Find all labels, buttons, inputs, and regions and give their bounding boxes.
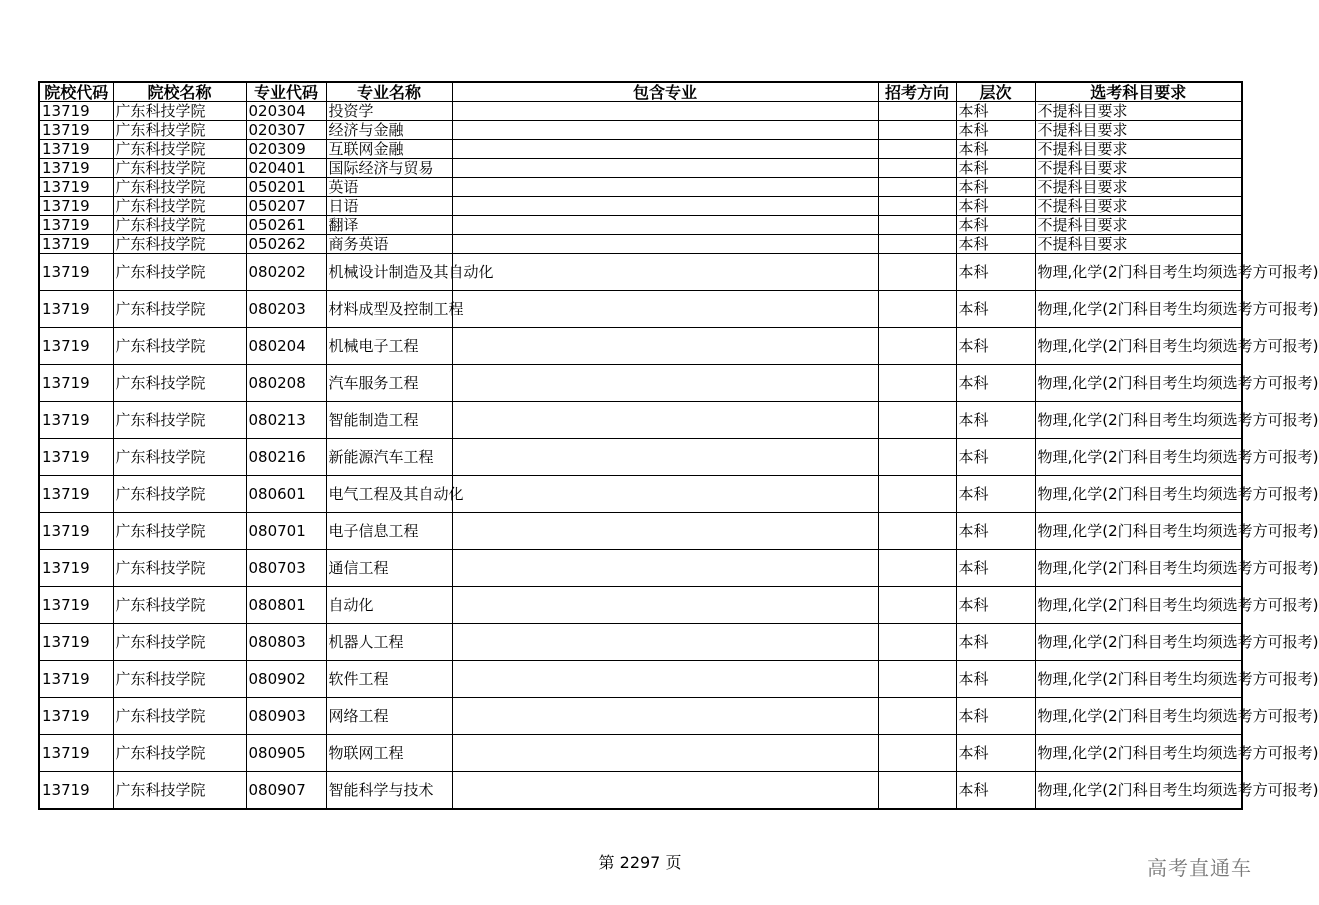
cell-major-name: 投资学 (326, 102, 452, 121)
cell-major-name: 电子信息工程 (326, 513, 452, 550)
cell-included-majors (452, 476, 878, 513)
cell-major-code: 080213 (246, 402, 326, 439)
cell-direction (878, 661, 956, 698)
cell-major-code: 020401 (246, 159, 326, 178)
cell-included-majors (452, 402, 878, 439)
header-subject-requirement: 选考科目要求 (1035, 82, 1242, 102)
cell-level: 本科 (956, 476, 1035, 513)
cell-level: 本科 (956, 102, 1035, 121)
cell-major-code: 080208 (246, 365, 326, 402)
cell-major-code: 080216 (246, 439, 326, 476)
cell-school-name: 广东科技学院 (113, 772, 246, 810)
cell-level: 本科 (956, 513, 1035, 550)
table-row (39, 476, 1242, 513)
cell-major-name: 经济与金融 (326, 121, 452, 140)
cell-direction (878, 513, 956, 550)
header-direction: 招考方向 (878, 82, 956, 102)
cell-level: 本科 (956, 178, 1035, 197)
cell-direction (878, 121, 956, 140)
cell-included-majors (452, 439, 878, 476)
table-row (39, 550, 1242, 587)
cell-school-code: 13719 (39, 235, 113, 254)
cell-level: 本科 (956, 698, 1035, 735)
cell-level: 本科 (956, 216, 1035, 235)
cell-level: 本科 (956, 121, 1035, 140)
cell-school-code: 13719 (39, 254, 113, 291)
cell-subject-requirement: 物理,化学(2门科目考生均须选考方可报考) (1035, 624, 1242, 661)
cell-included-majors (452, 102, 878, 121)
cell-school-name: 广东科技学院 (113, 140, 246, 159)
table-row (39, 197, 1242, 216)
cell-school-name: 广东科技学院 (113, 216, 246, 235)
page-number: 第 2297 页 (598, 853, 682, 872)
cell-major-name: 材料成型及控制工程 (326, 291, 452, 328)
cell-included-majors (452, 365, 878, 402)
cell-major-name: 新能源汽车工程 (326, 439, 452, 476)
header-included-majors: 包含专业 (452, 82, 878, 102)
cell-major-code: 080202 (246, 254, 326, 291)
cell-school-name: 广东科技学院 (113, 698, 246, 735)
cell-included-majors (452, 159, 878, 178)
cell-school-name: 广东科技学院 (113, 550, 246, 587)
cell-major-name: 互联网金融 (326, 140, 452, 159)
cell-included-majors (452, 121, 878, 140)
cell-major-code: 080701 (246, 513, 326, 550)
cell-direction (878, 291, 956, 328)
cell-major-code: 050262 (246, 235, 326, 254)
cell-level: 本科 (956, 624, 1035, 661)
cell-major-name: 网络工程 (326, 698, 452, 735)
cell-included-majors (452, 328, 878, 365)
cell-school-name: 广东科技学院 (113, 735, 246, 772)
cell-major-code: 050261 (246, 216, 326, 235)
cell-school-code: 13719 (39, 178, 113, 197)
cell-direction (878, 328, 956, 365)
table-header-row (39, 82, 1242, 102)
cell-school-code: 13719 (39, 550, 113, 587)
table-row (39, 328, 1242, 365)
table-row (39, 513, 1242, 550)
table-row (39, 291, 1242, 328)
cell-direction (878, 216, 956, 235)
cell-school-name: 广东科技学院 (113, 121, 246, 140)
cell-subject-requirement: 物理,化学(2门科目考生均须选考方可报考) (1035, 291, 1242, 328)
cell-included-majors (452, 254, 878, 291)
cell-direction (878, 140, 956, 159)
cell-included-majors (452, 772, 878, 810)
cell-level: 本科 (956, 328, 1035, 365)
cell-major-code: 080204 (246, 328, 326, 365)
cell-school-code: 13719 (39, 661, 113, 698)
cell-subject-requirement: 物理,化学(2门科目考生均须选考方可报考) (1035, 476, 1242, 513)
cell-included-majors (452, 178, 878, 197)
cell-subject-requirement: 物理,化学(2门科目考生均须选考方可报考) (1035, 513, 1242, 550)
watermark: 高考直通车 (1147, 856, 1252, 880)
cell-major-name: 自动化 (326, 587, 452, 624)
cell-level: 本科 (956, 159, 1035, 178)
table-row (39, 102, 1242, 121)
cell-included-majors (452, 661, 878, 698)
cell-subject-requirement: 不提科目要求 (1035, 159, 1242, 178)
cell-school-name: 广东科技学院 (113, 476, 246, 513)
table-row (39, 402, 1242, 439)
cell-direction (878, 254, 956, 291)
cell-major-code: 080703 (246, 550, 326, 587)
cell-subject-requirement: 物理,化学(2门科目考生均须选考方可报考) (1035, 254, 1242, 291)
cell-school-code: 13719 (39, 140, 113, 159)
cell-level: 本科 (956, 735, 1035, 772)
cell-subject-requirement: 物理,化学(2门科目考生均须选考方可报考) (1035, 328, 1242, 365)
cell-major-code: 050207 (246, 197, 326, 216)
cell-major-name: 电气工程及其自动化 (326, 476, 452, 513)
cell-school-name: 广东科技学院 (113, 328, 246, 365)
cell-school-code: 13719 (39, 365, 113, 402)
cell-level: 本科 (956, 291, 1035, 328)
cell-subject-requirement: 不提科目要求 (1035, 102, 1242, 121)
cell-major-name: 物联网工程 (326, 735, 452, 772)
table-row (39, 235, 1242, 254)
cell-major-name: 通信工程 (326, 550, 452, 587)
cell-subject-requirement: 不提科目要求 (1035, 121, 1242, 140)
cell-major-name: 软件工程 (326, 661, 452, 698)
cell-included-majors (452, 235, 878, 254)
table-row (39, 661, 1242, 698)
cell-direction (878, 439, 956, 476)
table-row (39, 439, 1242, 476)
cell-subject-requirement: 物理,化学(2门科目考生均须选考方可报考) (1035, 402, 1242, 439)
cell-subject-requirement: 物理,化学(2门科目考生均须选考方可报考) (1035, 587, 1242, 624)
cell-major-name: 商务英语 (326, 235, 452, 254)
table-row (39, 254, 1242, 291)
cell-level: 本科 (956, 254, 1035, 291)
cell-major-code: 080902 (246, 661, 326, 698)
table-row (39, 121, 1242, 140)
cell-major-code: 020307 (246, 121, 326, 140)
cell-school-code: 13719 (39, 216, 113, 235)
cell-included-majors (452, 140, 878, 159)
cell-major-name: 机械设计制造及其自动化 (326, 254, 452, 291)
cell-subject-requirement: 物理,化学(2门科目考生均须选考方可报考) (1035, 365, 1242, 402)
table-body (39, 101, 1319, 810)
cell-direction (878, 698, 956, 735)
cell-level: 本科 (956, 197, 1035, 216)
cell-included-majors (452, 197, 878, 216)
cell-level: 本科 (956, 587, 1035, 624)
cell-major-name: 国际经济与贸易 (326, 159, 452, 178)
cell-subject-requirement: 物理,化学(2门科目考生均须选考方可报考) (1035, 698, 1242, 735)
cell-school-code: 13719 (39, 121, 113, 140)
cell-school-name: 广东科技学院 (113, 513, 246, 550)
cell-school-name: 广东科技学院 (113, 178, 246, 197)
table-row (39, 216, 1242, 235)
cell-direction (878, 476, 956, 513)
cell-major-name: 机械电子工程 (326, 328, 452, 365)
cell-major-code: 050201 (246, 178, 326, 197)
cell-school-name: 广东科技学院 (113, 365, 246, 402)
cell-major-code: 080903 (246, 698, 326, 735)
cell-subject-requirement: 不提科目要求 (1035, 140, 1242, 159)
cell-direction (878, 235, 956, 254)
cell-school-code: 13719 (39, 328, 113, 365)
cell-subject-requirement: 不提科目要求 (1035, 178, 1242, 197)
cell-level: 本科 (956, 235, 1035, 254)
cell-subject-requirement: 物理,化学(2门科目考生均须选考方可报考) (1035, 661, 1242, 698)
header-school-code: 院校代码 (39, 82, 113, 102)
cell-school-code: 13719 (39, 291, 113, 328)
table-row (39, 159, 1242, 178)
cell-school-code: 13719 (39, 698, 113, 735)
cell-included-majors (452, 291, 878, 328)
cell-school-name: 广东科技学院 (113, 235, 246, 254)
cell-direction (878, 159, 956, 178)
cell-major-code: 020309 (246, 140, 326, 159)
cell-direction (878, 735, 956, 772)
cell-included-majors (452, 513, 878, 550)
cell-level: 本科 (956, 402, 1035, 439)
cell-direction (878, 402, 956, 439)
table-row (39, 772, 1242, 810)
table-row (39, 698, 1242, 735)
cell-major-name: 汽车服务工程 (326, 365, 452, 402)
cell-level: 本科 (956, 550, 1035, 587)
cell-direction (878, 624, 956, 661)
cell-school-code: 13719 (39, 476, 113, 513)
cell-included-majors (452, 216, 878, 235)
cell-school-name: 广东科技学院 (113, 402, 246, 439)
cell-included-majors (452, 624, 878, 661)
cell-major-name: 机器人工程 (326, 624, 452, 661)
cell-school-name: 广东科技学院 (113, 159, 246, 178)
cell-level: 本科 (956, 439, 1035, 476)
cell-subject-requirement: 不提科目要求 (1035, 216, 1242, 235)
cell-included-majors (452, 587, 878, 624)
cell-subject-requirement: 物理,化学(2门科目考生均须选考方可报考) (1035, 439, 1242, 476)
cell-major-name: 日语 (326, 197, 452, 216)
cell-included-majors (452, 735, 878, 772)
header-major-code: 专业代码 (246, 82, 326, 102)
cell-school-code: 13719 (39, 513, 113, 550)
cell-subject-requirement: 不提科目要求 (1035, 197, 1242, 216)
table-row (39, 140, 1242, 159)
header-level: 层次 (956, 82, 1035, 102)
cell-major-name: 英语 (326, 178, 452, 197)
cell-level: 本科 (956, 140, 1035, 159)
cell-subject-requirement: 物理,化学(2门科目考生均须选考方可报考) (1035, 772, 1242, 810)
cell-major-name: 智能科学与技术 (326, 772, 452, 810)
cell-direction (878, 772, 956, 810)
cell-school-code: 13719 (39, 402, 113, 439)
cell-school-code: 13719 (39, 735, 113, 772)
header-major-name: 专业名称 (326, 82, 452, 102)
cell-direction (878, 178, 956, 197)
cell-school-code: 13719 (39, 159, 113, 178)
cell-direction (878, 587, 956, 624)
cell-major-code: 080803 (246, 624, 326, 661)
cell-subject-requirement: 物理,化学(2门科目考生均须选考方可报考) (1035, 550, 1242, 587)
cell-school-name: 广东科技学院 (113, 587, 246, 624)
cell-included-majors (452, 550, 878, 587)
cell-school-code: 13719 (39, 197, 113, 216)
cell-school-name: 广东科技学院 (113, 197, 246, 216)
cell-major-name: 翻译 (326, 216, 452, 235)
cell-school-name: 广东科技学院 (113, 102, 246, 121)
cell-major-code: 080907 (246, 772, 326, 810)
cell-school-code: 13719 (39, 439, 113, 476)
cell-school-name: 广东科技学院 (113, 661, 246, 698)
table-row (39, 178, 1242, 197)
cell-direction (878, 197, 956, 216)
cell-school-name: 广东科技学院 (113, 624, 246, 661)
cell-school-name: 广东科技学院 (113, 254, 246, 291)
cell-major-code: 080601 (246, 476, 326, 513)
cell-school-code: 13719 (39, 624, 113, 661)
cell-school-code: 13719 (39, 587, 113, 624)
table-row (39, 735, 1242, 772)
cell-major-code: 080905 (246, 735, 326, 772)
cell-direction (878, 102, 956, 121)
cell-major-code: 080801 (246, 587, 326, 624)
cell-level: 本科 (956, 661, 1035, 698)
table-row (39, 365, 1242, 402)
admission-table (38, 81, 1319, 810)
cell-school-name: 广东科技学院 (113, 439, 246, 476)
cell-level: 本科 (956, 365, 1035, 402)
cell-major-name: 智能制造工程 (326, 402, 452, 439)
cell-direction (878, 365, 956, 402)
cell-school-code: 13719 (39, 102, 113, 121)
header-school-name: 院校名称 (113, 82, 246, 102)
cell-subject-requirement: 不提科目要求 (1035, 235, 1242, 254)
cell-major-code: 080203 (246, 291, 326, 328)
cell-major-code: 020304 (246, 102, 326, 121)
cell-included-majors (452, 698, 878, 735)
cell-school-code: 13719 (39, 772, 113, 810)
cell-school-name: 广东科技学院 (113, 291, 246, 328)
cell-direction (878, 550, 956, 587)
table-row (39, 587, 1242, 624)
cell-subject-requirement: 物理,化学(2门科目考生均须选考方可报考) (1035, 735, 1242, 772)
table-row (39, 624, 1242, 661)
cell-level: 本科 (956, 772, 1035, 810)
